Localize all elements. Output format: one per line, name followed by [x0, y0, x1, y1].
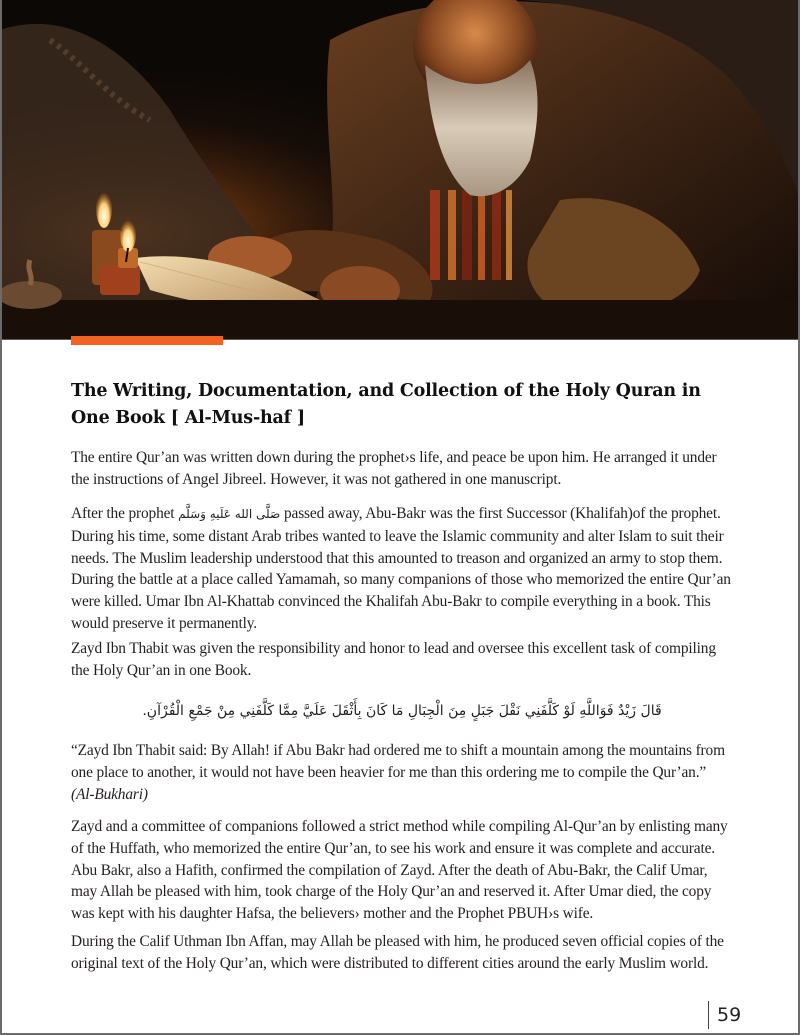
article-title: The Writing, Documentation, and Collection of the Holy Quran in One Book [ Al-Mus-haf ] [71, 381, 701, 428]
paragraph-3: Zayd Ibn Thabit was given the responsibility and honor to lead and oversee this excellent task of compiling the Holy Qur’an in one Book. [71, 640, 716, 679]
arabic-hadith: قَالَ زَيْدٌ فَوَاللَّهِ لَوْ كَلَّفَنِي نَقْلَ جَبَلٍ مِنَ الْجِبَالِ مَا كَانَ بِأَثْقَلَ عَلَيَّ مِمَّا كَلَّفَنِي مِنْ جَمْعِ الْقُرْآنِ. [142, 703, 662, 719]
scholar-reading-illustration [0, 0, 800, 340]
paragraph-2-lead: After the prophet [71, 505, 179, 522]
article-header [71, 378, 731, 432]
hadith-translation [71, 740, 733, 805]
paragraph-2 [71, 503, 733, 635]
hadith-quote: “Zayd Ibn Thabit said: By Allah! if Abu Bakr had ordered me to shift a mountain among the mountains from one place to another, it would not have been heavier for me than this ordering me to compile the Qur’an.” [71, 742, 725, 781]
paragraph-5: Zayd and a committee of companions followed a strict method while compiling Al-Qur’an by enlisting many of the Huffath, who memorized the entire Qur’an, to see his work and ensure it was complete and accurate. Abu Bakr, also a Hafith, confirmed the compilation of Zayd. After the death of Abu-Bakr, the Calif Umar, may Allah be pleased with him, took charge of the Holy Qur’an and reserved it. After Umar died, the copy was kept with his daughter Hafsa, the believers› mother and the Prophet PBUH›s wife. [71, 818, 728, 923]
hadith-source: (Al-Bukhari) [71, 785, 148, 803]
paragraph-6: During the Calif Uthman Ibn Affan, may Allah be pleased with him, he produced seven official copies of the original text of the Holy Qur’an, which were distributed to different cities around the early Muslim world. [71, 933, 724, 972]
paragraph-1: The entire Qur’an was written down during the prophet›s life, and peace be upon him. He arranged it under the instructions of Angel Jibreel. However, it was not gathered in one manuscript. [71, 449, 717, 488]
page-folio [708, 1001, 741, 1029]
folio-divider [708, 1001, 709, 1029]
paragraph-2-rest: passed away, Abu-Bakr was the first Successor (Khalifah)of the prophet. During his time, some distant Arab tribes wanted to leave the Islamic community and alter Islam to suit their needs. The Muslim leadership understood that this amounted to treason and organized an army to stop them. During the battle at a place called Yamamah, so many companions of those who memorized the entire Qur’an were killed. Umar Ibn Al-Khattab convinced the Khalifah Abu-Bakr to compile everything in a book. This would preserve it permanently. [71, 505, 731, 632]
accent-bar [71, 336, 223, 345]
page-number: 59 [717, 1004, 742, 1026]
hero-image [0, 0, 800, 340]
salutation-arabic: صَلَّى الله عَلَيهِ وَسَلَّم [178, 507, 281, 521]
